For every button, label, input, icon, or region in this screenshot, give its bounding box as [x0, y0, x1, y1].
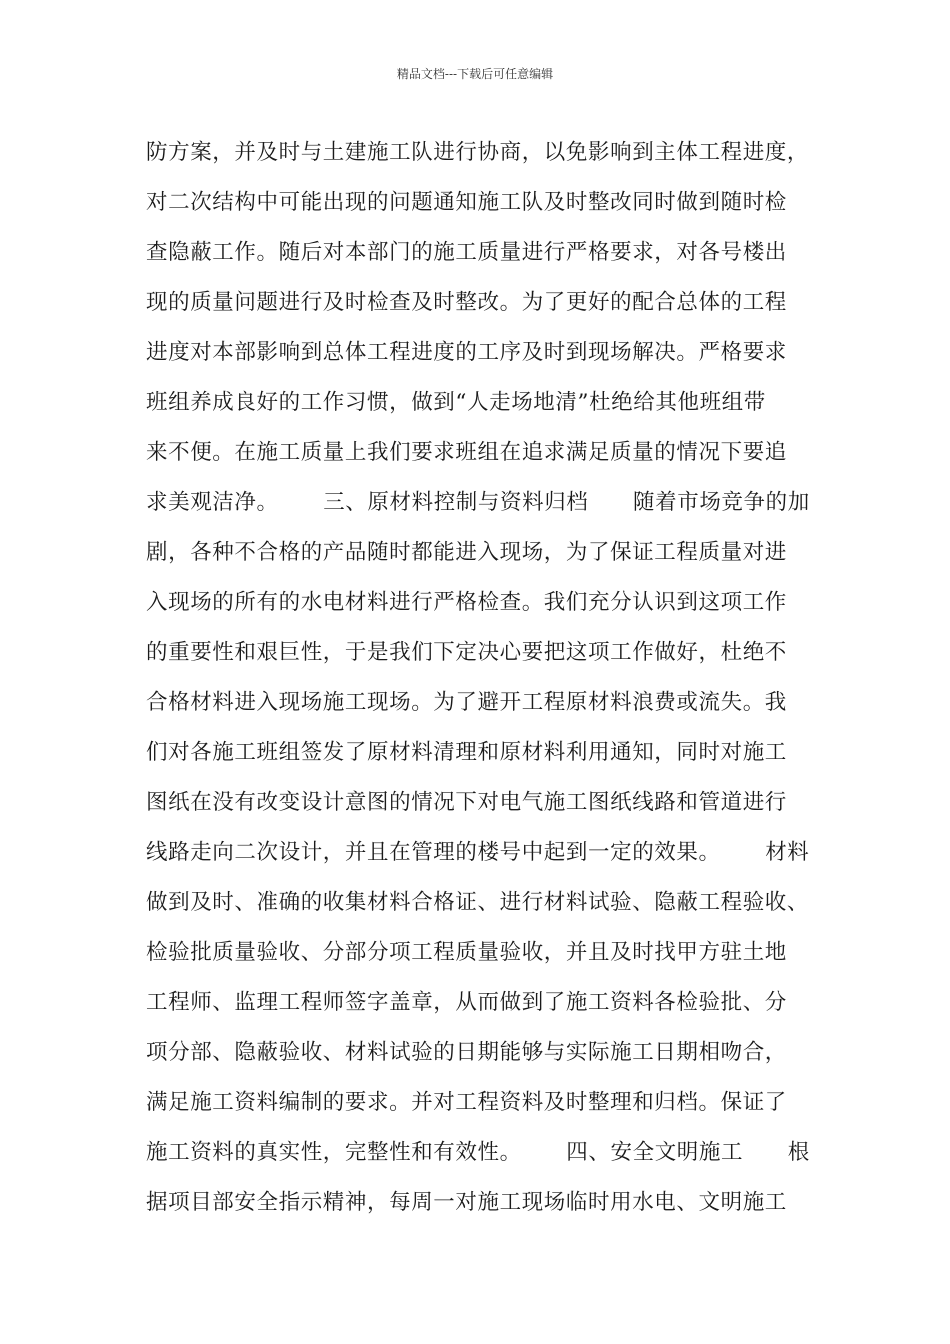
text-line: 据项目部安全指示精神，每周一对施工现场临时用水电、文明施工	[146, 1190, 787, 1215]
text-line: 入现场的所有的水电材料进行严格检查。我们充分认识到这项工作	[146, 590, 787, 615]
text-line: 做到及时、准确的收集材料合格证、进行材料试验、隐蔽工程验收、	[146, 890, 810, 915]
text-line: 来不便。在施工质量上我们要求班组在追求满足质量的情况下要追	[146, 440, 787, 465]
text-line: 对二次结构中可能出现的问题通知施工队及时整改同时做到随时检	[146, 190, 787, 215]
text-line: 查隐蔽工作。随后对本部门的施工质量进行严格要求，对各号楼出	[146, 240, 787, 265]
text-line: 施工资料的真实性，完整性和有效性。 四、安全文明施工 根	[146, 1140, 810, 1165]
text-line: 班组养成良好的工作习惯，做到“人走场地清”杜绝给其他班组带	[146, 390, 766, 415]
page-header: 精品文档---下载后可任意编辑	[396, 67, 554, 81]
text-line: 们对各施工班组签发了原材料清理和原材料利用通知，同时对施工	[146, 740, 787, 765]
text-line: 防方案，并及时与土建施工队进行协商，以免影响到主体工程进度，	[146, 140, 810, 165]
text-line: 进度对本部影响到总体工程进度的工序及时到现场解决。严格要求	[146, 340, 787, 365]
document-body	[146, 128, 826, 1228]
text-line: 剧，各种不合格的产品随时都能进入现场，为了保证工程质量对进	[146, 540, 787, 565]
text-line: 图纸在没有改变设计意图的情况下对电气施工图纸线路和管道进行	[146, 790, 787, 815]
text-line: 的重要性和艰巨性，于是我们下定决心要把这项工作做好，杜绝不	[146, 640, 787, 665]
text-line: 检验批质量验收、分部分项工程质量验收，并且及时找甲方驻土地	[146, 940, 787, 965]
text-line: 工程师、监理工程师签字盖章，从而做到了施工资料各检验批、分	[146, 990, 787, 1015]
text-line: 现的质量问题进行及时检查及时整改。为了更好的配合总体的工程	[146, 290, 787, 315]
text-line: 满足施工资料编制的要求。并对工程资料及时整理和归档。保证了	[146, 1090, 787, 1115]
text-line: 线路走向二次设计，并且在管理的楼号中起到一定的效果。 材料	[146, 840, 810, 865]
text-line: 项分部、隐蔽验收、材料试验的日期能够与实际施工日期相吻合，	[146, 1040, 787, 1065]
text-line: 求美观洁净。 三、原材料控制与资料归档 随着市场竞争的加	[146, 490, 810, 515]
text-line: 合格材料进入现场施工现场。为了避开工程原材料浪费或流失。我	[146, 690, 787, 715]
